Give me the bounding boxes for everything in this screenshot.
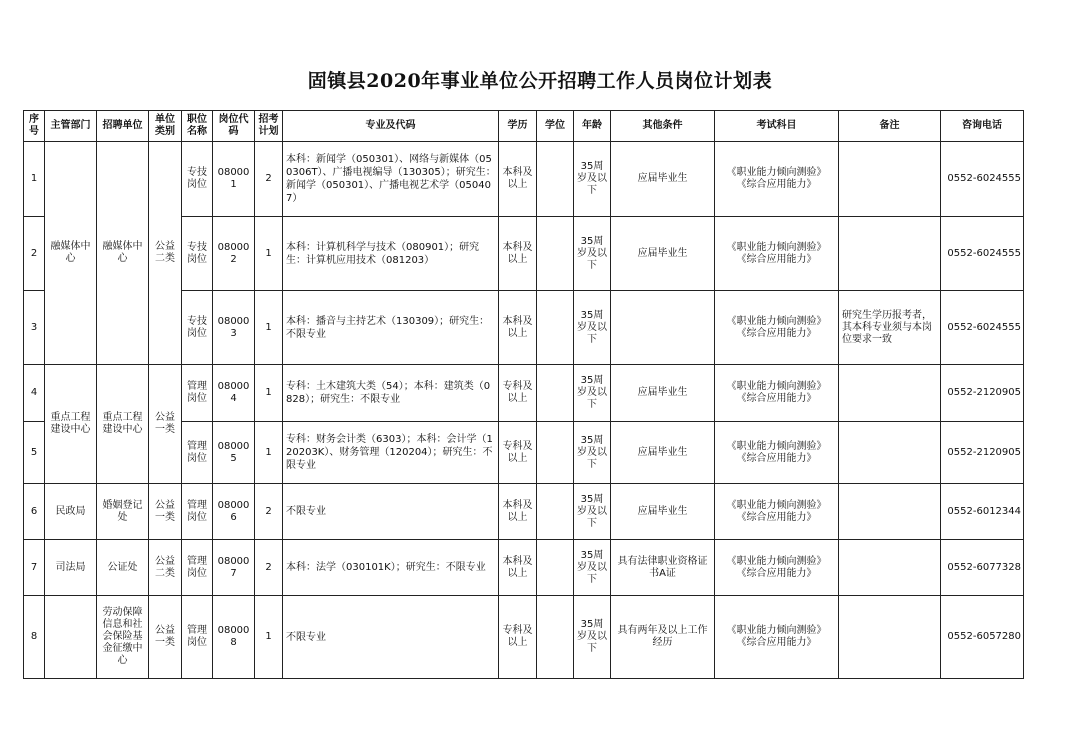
cell-major: 专科：财务会计类（6303）；本科：会计学（120203K）、财务管理（120204）；研究生：不限专业	[283, 422, 499, 484]
cell-position-code: 080003	[213, 291, 255, 365]
cell-education: 专科及以上	[499, 596, 537, 679]
table-header-row	[24, 111, 1024, 142]
cell-unit: 融媒体中心	[97, 142, 149, 365]
cell-phone: 0552-6077328	[941, 540, 1024, 596]
exam-subject-2: 《综合应用能力》	[736, 393, 817, 404]
cell-seq: 2	[24, 217, 45, 291]
cell-age: 35周岁及以下	[574, 540, 611, 596]
header-phone: 咨询电话	[941, 111, 1024, 142]
cell-other: 应届毕业生	[611, 484, 715, 540]
exam-subject-1: 《职业能力倾向测验》	[726, 241, 827, 253]
cell-position-code: 080001	[213, 142, 255, 217]
table-row	[24, 142, 1024, 217]
header-position-code: 岗位代码	[213, 111, 255, 142]
exam-subject-2: 《综合应用能力》	[736, 567, 817, 579]
job-plan-table	[23, 110, 1024, 679]
cell-seq: 4	[24, 365, 45, 422]
cell-age: 35周岁及以下	[574, 422, 611, 484]
cell-note	[839, 422, 941, 484]
cell-position-code: 080004	[213, 365, 255, 422]
cell-major: 本科：法学（030101K）；研究生：不限专业	[283, 540, 499, 596]
exam-subject-2: 《综合应用能力》	[736, 637, 817, 648]
cell-degree	[537, 142, 574, 217]
cell-major: 专科：土木建筑大类（54）；本科：建筑类（0828）；研究生：不限专业	[283, 365, 499, 422]
cell-age: 35周岁及以下	[574, 142, 611, 217]
cell-education: 本科及以上	[499, 217, 537, 291]
cell-degree	[537, 484, 574, 540]
header-exam: 考试科目	[715, 111, 839, 142]
cell-age: 35周岁及以下	[574, 596, 611, 679]
cell-degree	[537, 422, 574, 484]
cell-position-name: 专技岗位	[182, 217, 213, 291]
exam-subject-1: 《职业能力倾向测验》	[726, 555, 827, 567]
cell-phone: 0552-2120905	[941, 422, 1024, 484]
cell-dept: 融媒体中心	[45, 142, 97, 365]
cell-major: 本科：计算机科学与技术（080901）；研究生：计算机应用技术（081203）	[283, 217, 499, 291]
cell-education: 本科及以上	[499, 142, 537, 217]
cell-age: 35周岁及以下	[574, 217, 611, 291]
cell-other: 具有法律职业资格证书A证	[611, 540, 715, 596]
cell-age: 35周岁及以下	[574, 291, 611, 365]
cell-seq: 1	[24, 142, 45, 217]
cell-seq: 8	[24, 596, 45, 679]
cell-seq: 3	[24, 291, 45, 365]
exam-subject-1: 《职业能力倾向测验》	[726, 315, 827, 327]
cell-position-code: 080007	[213, 540, 255, 596]
cell-position-code: 080005	[213, 422, 255, 484]
header-note: 备注	[839, 111, 941, 142]
cell-position-name: 管理岗位	[182, 540, 213, 596]
cell-degree	[537, 596, 574, 679]
header-other: 其他条件	[611, 111, 715, 142]
header-degree: 学位	[537, 111, 574, 142]
cell-other: 应届毕业生	[611, 365, 715, 422]
cell-other: 应届毕业生	[611, 217, 715, 291]
header-age: 年龄	[574, 111, 611, 142]
cell-major: 不限专业	[283, 596, 499, 679]
header-plan: 招考计划	[255, 111, 283, 142]
cell-exam	[715, 365, 839, 422]
cell-phone: 0552-6024555	[941, 291, 1024, 365]
header-unit: 招聘单位	[97, 111, 149, 142]
cell-position-code: 080008	[213, 596, 255, 679]
cell-major: 本科：新闻学（050301）、网络与新媒体（050306T）、广播电视编导（130305）；研究生：新闻学（050301）、广播电视艺术学（050407）	[283, 142, 499, 217]
cell-exam	[715, 142, 839, 217]
cell-unit-type: 公益一类	[149, 365, 182, 484]
header-dept: 主管部门	[45, 111, 97, 142]
cell-plan: 1	[255, 291, 283, 365]
cell-age: 35周岁及以下	[574, 484, 611, 540]
cell-exam	[715, 484, 839, 540]
cell-plan: 2	[255, 484, 283, 540]
cell-plan: 1	[255, 365, 283, 422]
cell-plan: 2	[255, 540, 283, 596]
cell-plan: 1	[255, 596, 283, 679]
cell-phone: 0552-6024555	[941, 217, 1024, 291]
cell-education: 本科及以上	[499, 291, 537, 365]
cell-education: 专科及以上	[499, 422, 537, 484]
cell-seq: 6	[24, 484, 45, 540]
cell-phone: 0552-6057280	[941, 596, 1024, 679]
cell-other: 应届毕业生	[611, 142, 715, 217]
cell-education: 本科及以上	[499, 540, 537, 596]
exam-subject-2: 《综合应用能力》	[736, 327, 817, 339]
cell-note: 研究生学历报考者，其本科专业须与本岗位要求一致	[839, 291, 941, 365]
cell-unit: 公证处	[97, 540, 149, 596]
table-row	[24, 596, 1024, 679]
cell-dept	[45, 596, 97, 679]
exam-subject-2: 《综合应用能力》	[736, 452, 817, 464]
cell-unit-type: 公益一类	[149, 484, 182, 540]
cell-exam	[715, 217, 839, 291]
cell-note	[839, 596, 941, 679]
cell-position-name: 管理岗位	[182, 422, 213, 484]
cell-exam	[715, 540, 839, 596]
cell-note	[839, 484, 941, 540]
cell-unit: 重点工程建设中心	[97, 365, 149, 484]
cell-unit-type: 公益二类	[149, 142, 182, 365]
cell-position-code: 080002	[213, 217, 255, 291]
table-row	[24, 484, 1024, 540]
cell-seq: 7	[24, 540, 45, 596]
cell-unit-type: 公益一类	[149, 596, 182, 679]
cell-education: 专科及以上	[499, 365, 537, 422]
table-row	[24, 540, 1024, 596]
exam-subject-1: 《职业能力倾向测验》	[726, 625, 827, 636]
cell-exam	[715, 596, 839, 679]
header-major: 专业及代码	[283, 111, 499, 142]
cell-degree	[537, 365, 574, 422]
exam-subject-2: 《综合应用能力》	[736, 253, 817, 265]
cell-note	[839, 540, 941, 596]
cell-note	[839, 142, 941, 217]
exam-subject-1: 《职业能力倾向测验》	[726, 167, 827, 178]
cell-position-name: 专技岗位	[182, 291, 213, 365]
cell-dept: 重点工程建设中心	[45, 365, 97, 484]
cell-exam	[715, 422, 839, 484]
cell-plan: 1	[255, 422, 283, 484]
cell-major: 本科：播音与主持艺术（130309）；研究生：不限专业	[283, 291, 499, 365]
cell-position-name: 专技岗位	[182, 142, 213, 217]
cell-degree	[537, 540, 574, 596]
exam-subject-2: 《综合应用能力》	[736, 511, 817, 523]
header-unit-type: 单位类别	[149, 111, 182, 142]
cell-other: 应届毕业生	[611, 422, 715, 484]
exam-subject-1: 《职业能力倾向测验》	[726, 381, 827, 392]
cell-unit: 婚姻登记处	[97, 484, 149, 540]
cell-degree	[537, 217, 574, 291]
cell-plan: 2	[255, 142, 283, 217]
cell-major: 不限专业	[283, 484, 499, 540]
cell-dept: 司法局	[45, 540, 97, 596]
cell-age: 35周岁及以下	[574, 365, 611, 422]
cell-seq: 5	[24, 422, 45, 484]
table-row	[24, 365, 1024, 422]
exam-subject-2: 《综合应用能力》	[736, 179, 817, 190]
cell-unit: 劳动保障信息和社会保险基金征缴中心	[97, 596, 149, 679]
cell-exam	[715, 291, 839, 365]
header-position-name: 职位名称	[182, 111, 213, 142]
cell-phone: 0552-6024555	[941, 142, 1024, 217]
exam-subject-1: 《职业能力倾向测验》	[726, 499, 827, 511]
page-title: 固镇县2020年事业单位公开招聘工作人员岗位计划表	[307, 70, 773, 92]
header-education: 学历	[499, 111, 537, 142]
cell-degree	[537, 291, 574, 365]
cell-education: 本科及以上	[499, 484, 537, 540]
cell-position-code: 080006	[213, 484, 255, 540]
cell-position-name: 管理岗位	[182, 596, 213, 679]
cell-note	[839, 365, 941, 422]
cell-note	[839, 217, 941, 291]
cell-position-name: 管理岗位	[182, 365, 213, 422]
cell-phone: 0552-6012344	[941, 484, 1024, 540]
cell-plan: 1	[255, 217, 283, 291]
cell-phone: 0552-2120905	[941, 365, 1024, 422]
cell-other	[611, 291, 715, 365]
exam-subject-1: 《职业能力倾向测验》	[726, 440, 827, 452]
cell-dept: 民政局	[45, 484, 97, 540]
cell-position-name: 管理岗位	[182, 484, 213, 540]
header-seq: 序号	[24, 111, 45, 142]
cell-unit-type: 公益二类	[149, 540, 182, 596]
cell-other: 具有两年及以上工作经历	[611, 596, 715, 679]
